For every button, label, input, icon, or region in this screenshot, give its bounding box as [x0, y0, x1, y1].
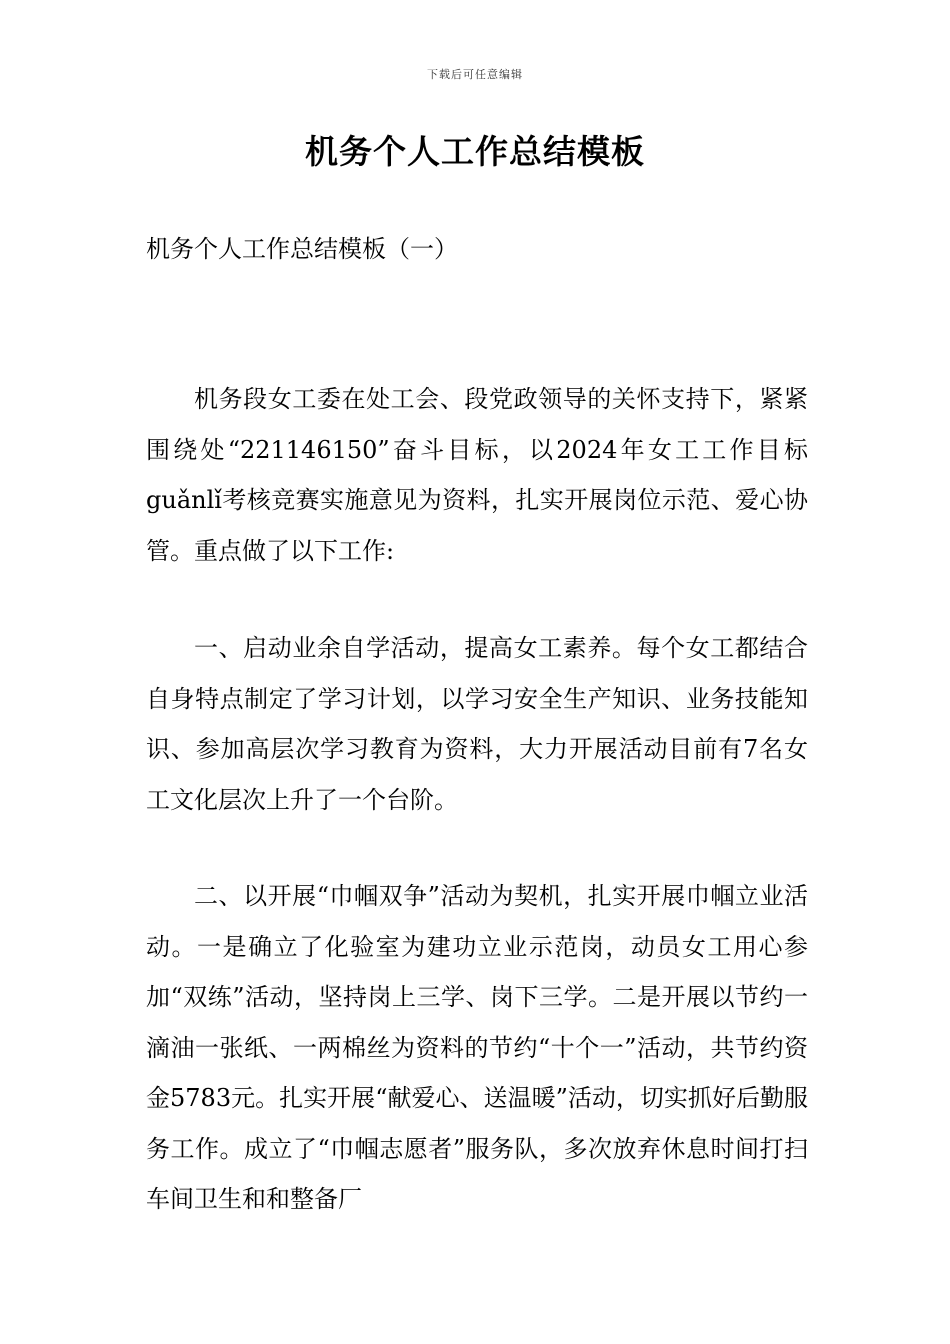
body-paragraph-2: 一、启动业余自学活动，提高女工素养。每个女工都结合自身特点制定了学习计划，以学习安全生产知识、业务技能知识、参加高层次学习教育为资料，大力开展活动目前有7名女工文化层次上升了一个台阶。: [146, 634, 808, 814]
body-paragraph-3: 二、以开展“巾帼双争”活动为契机，扎实开展巾帼立业活动。一是确立了化验室为建功立业示范岗，动员女工用心参加“双练”活动，坚持岗上三学、岗下三学。二是开展以节约一滴油一张纸、一两棉丝为资料的节约“十个一”活动，共节约资金5783元。扎实开展“献爱心、送温暖”活动，切实抓好后勤服务工作。成立了“巾帼志愿者”服务队，多次放弃休息时间打扫车间卫生和和整备厂: [146, 882, 808, 1213]
section-subtitle: 机务个人工作总结模板（一）: [146, 235, 458, 263]
body-paragraph-1: 机务段女工委在处工会、段党政领导的关怀支持下，紧紧围绕处“221146150”奋斗目标，以2024年女工工作目标guǎnlǐ考核竞赛实施意见为资料，扎实开展岗位示范、爱心协管。重点做了以下工作:: [146, 385, 808, 565]
page-header-note: 下载后可任意编辑: [427, 68, 523, 81]
document-title: 机务个人工作总结模板: [305, 132, 645, 171]
